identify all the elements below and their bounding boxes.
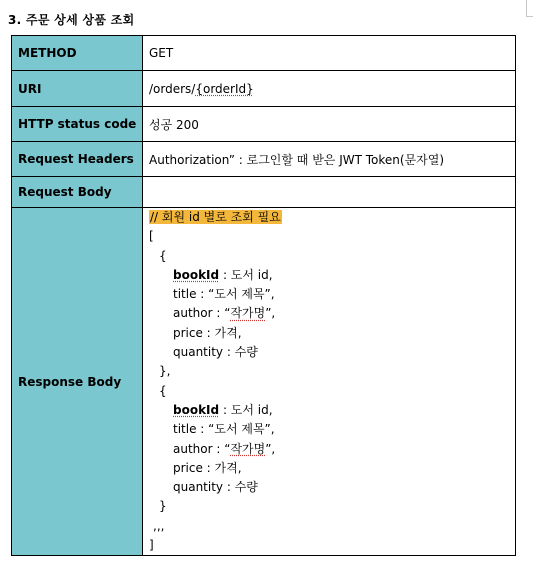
item1-author: author : “작가명”, <box>173 306 276 321</box>
item1-title: title : “도서 제목”, <box>173 287 275 302</box>
table-row <box>12 208 516 556</box>
uri-path: /orders/ <box>149 81 196 96</box>
table-row <box>12 177 516 208</box>
row-key-response-body: Response Body <box>12 208 143 556</box>
page-corner-marker <box>526 0 533 17</box>
row-key-request-body: Request Body <box>12 177 143 208</box>
row-key-method: METHOD <box>12 36 143 71</box>
row-value-headers: Authorization” : 로그인할 때 받은 JWT Token(문자열) <box>143 142 516 177</box>
item1-bookid: bookId : 도서 id, <box>173 267 273 282</box>
response-json-block <box>149 208 515 555</box>
row-value-status: 성공 200 <box>143 107 516 142</box>
section-heading: 3. 주문 상세 상품 조회 <box>8 13 135 27</box>
open-brace: { <box>159 383 167 398</box>
row-key-uri: URI <box>12 71 143 107</box>
open-brace: { <box>159 248 167 263</box>
row-value-request-body <box>143 177 516 208</box>
table-row <box>12 142 516 177</box>
row-value-uri <box>143 71 516 107</box>
item2-bookid: bookId : 도서 id, <box>173 402 273 417</box>
ellipsis: ,,, <box>153 518 165 533</box>
close-bracket: ] <box>149 538 154 553</box>
row-value-response-body <box>143 208 516 556</box>
table-row <box>12 71 516 107</box>
table-row <box>12 36 516 71</box>
api-spec-table <box>11 35 516 556</box>
open-bracket: [ <box>149 229 154 244</box>
item2-title: title : “도서 제목”, <box>173 422 275 437</box>
row-key-status: HTTP status code <box>12 107 143 142</box>
row-value-method: GET <box>143 36 516 71</box>
item2-quantity: quantity : 수량 <box>173 480 258 495</box>
row-key-headers: Request Headers <box>12 142 143 177</box>
comment-highlight: // 회원 id 별로 조회 필요 <box>150 210 281 224</box>
item1-quantity: quantity : 수량 <box>173 345 258 360</box>
close-brace: } <box>159 499 167 514</box>
item2-price: price : 가격, <box>173 460 242 475</box>
close-brace-comma: }, <box>159 364 171 379</box>
item1-price: price : 가격, <box>173 325 242 340</box>
item2-author: author : “작가명”, <box>173 441 276 456</box>
table-row <box>12 107 516 142</box>
uri-param: {orderId} <box>195 81 254 96</box>
